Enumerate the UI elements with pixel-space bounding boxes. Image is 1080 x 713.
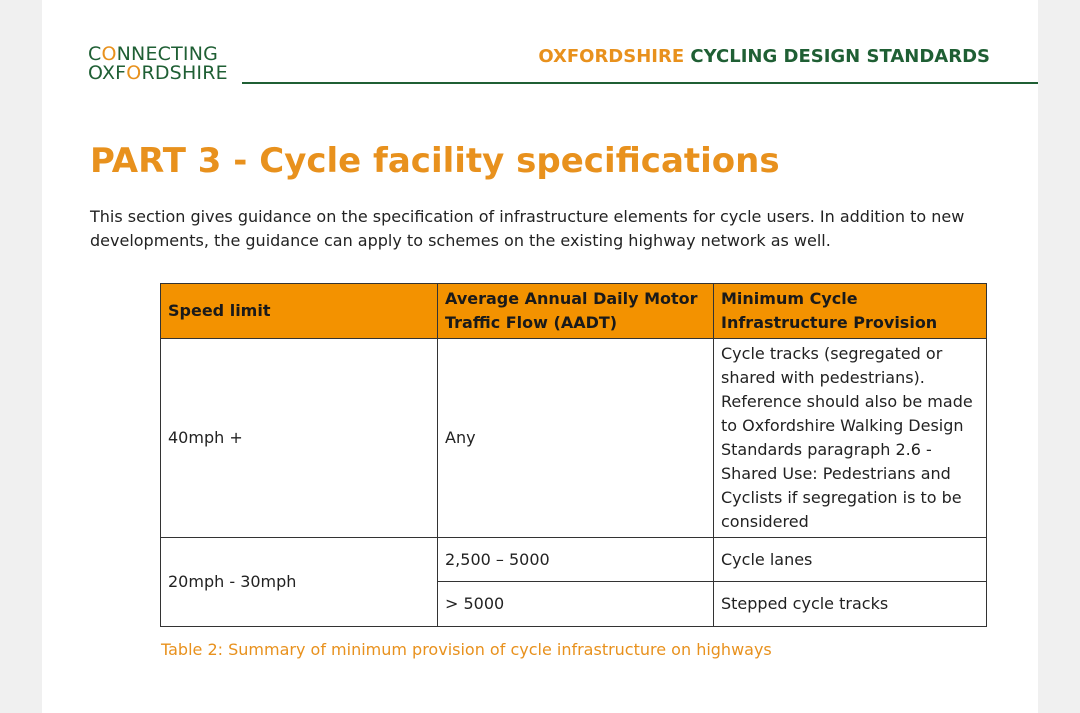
logo-accent-letter: O bbox=[126, 62, 142, 84]
table-row bbox=[161, 339, 987, 538]
provision-cell: Cycle lanes bbox=[714, 538, 987, 582]
provision-table bbox=[160, 283, 987, 627]
document-series-title bbox=[538, 47, 990, 67]
header-divider bbox=[242, 82, 1038, 84]
flow-cell: Any bbox=[438, 339, 714, 538]
logo-text: OXF bbox=[88, 62, 127, 84]
series-title-part-1: OXFORDSHIRE bbox=[538, 46, 685, 67]
logo-text: NNECTING bbox=[116, 43, 219, 65]
connecting-oxfordshire-logo bbox=[88, 45, 228, 83]
logo-line-2 bbox=[88, 64, 228, 83]
section-title: PART 3 - Cycle facility specifications bbox=[90, 141, 780, 181]
header-provision: Minimum Cycle Infrastructure Provision bbox=[714, 284, 987, 339]
provision-cell: Cycle tracks (segregated or shared with pedestrians). Reference should also be made to Oxfordshire Walking Design Standards paragraph 2.6 - Shared Use: Pedestrians and Cyclists if segregation is to be considered bbox=[714, 339, 987, 538]
flow-cell: 2,500 – 5000 bbox=[438, 538, 714, 582]
header-speed-limit: Speed limit bbox=[161, 284, 438, 339]
speed-cell: 40mph + bbox=[161, 339, 438, 538]
table-row bbox=[161, 538, 987, 582]
table-caption: Table 2: Summary of minimum provision of cycle infrastructure on highways bbox=[161, 640, 772, 659]
flow-cell: > 5000 bbox=[438, 582, 714, 627]
table-header-row bbox=[161, 284, 987, 339]
logo-text: RDSHIRE bbox=[141, 62, 228, 84]
logo-text: C bbox=[88, 43, 102, 65]
section-intro: This section gives guidance on the specification of infrastructure elements for cycle users. In addition to new developments, the guidance can apply to schemes on the existing highway network as well. bbox=[90, 207, 965, 250]
speed-cell: 20mph - 30mph bbox=[161, 538, 438, 627]
logo-accent-letter: O bbox=[101, 43, 117, 65]
provision-cell: Stepped cycle tracks bbox=[714, 582, 987, 627]
series-title-part-2: CYCLING DESIGN STANDARDS bbox=[690, 46, 990, 67]
header-aadt: Average Annual Daily Motor Traffic Flow (AADT) bbox=[438, 284, 714, 339]
